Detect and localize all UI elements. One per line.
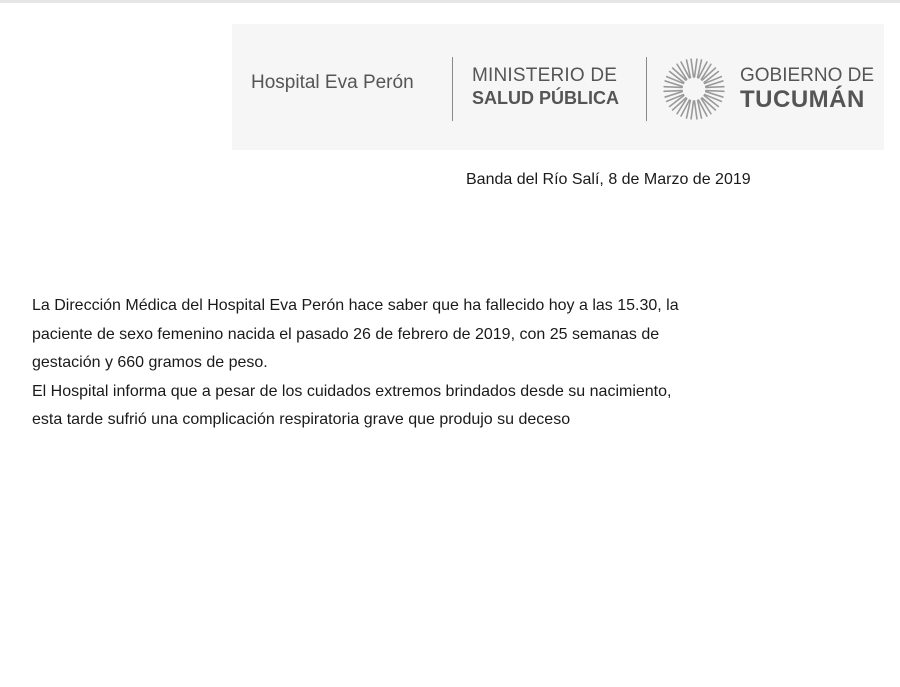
ministry-line-1: MINISTERIO DE xyxy=(472,65,618,86)
ministry-line-2: SALUD PÚBLICA xyxy=(472,88,619,108)
document-body xyxy=(32,292,862,435)
top-border xyxy=(0,0,900,3)
body-line: paciente de sexo femenino nacida el pasado 26 de febrero de 2019, con 25 semanas de xyxy=(32,325,660,343)
government-block xyxy=(740,64,874,112)
date-line: Banda del Río Salí, 8 de Marzo de 2019 xyxy=(466,171,751,188)
letterhead-divider xyxy=(646,57,647,121)
sun-rays-icon xyxy=(662,57,726,121)
body-line: gestación y 660 gramos de peso. xyxy=(32,354,268,371)
government-line-1: GOBIERNO DE xyxy=(740,65,875,86)
letterhead-divider xyxy=(452,57,453,121)
body-line: La Dirección Médica del Hospital Eva Perón hace saber que ha fallecido hoy a las 15.30, la xyxy=(32,297,679,314)
body-line: El Hospital informa que a pesar de los cuidados extremos brindados desde su nacimiento, xyxy=(32,382,672,400)
hospital-name: Hospital Eva Perón xyxy=(251,72,414,93)
government-line-2: TUCUMÁN xyxy=(740,86,865,113)
body-line: esta tarde sufrió una complicación respiratoria grave que produjo su deceso xyxy=(32,411,571,428)
letterhead xyxy=(232,24,884,150)
ministry-block xyxy=(472,65,619,109)
